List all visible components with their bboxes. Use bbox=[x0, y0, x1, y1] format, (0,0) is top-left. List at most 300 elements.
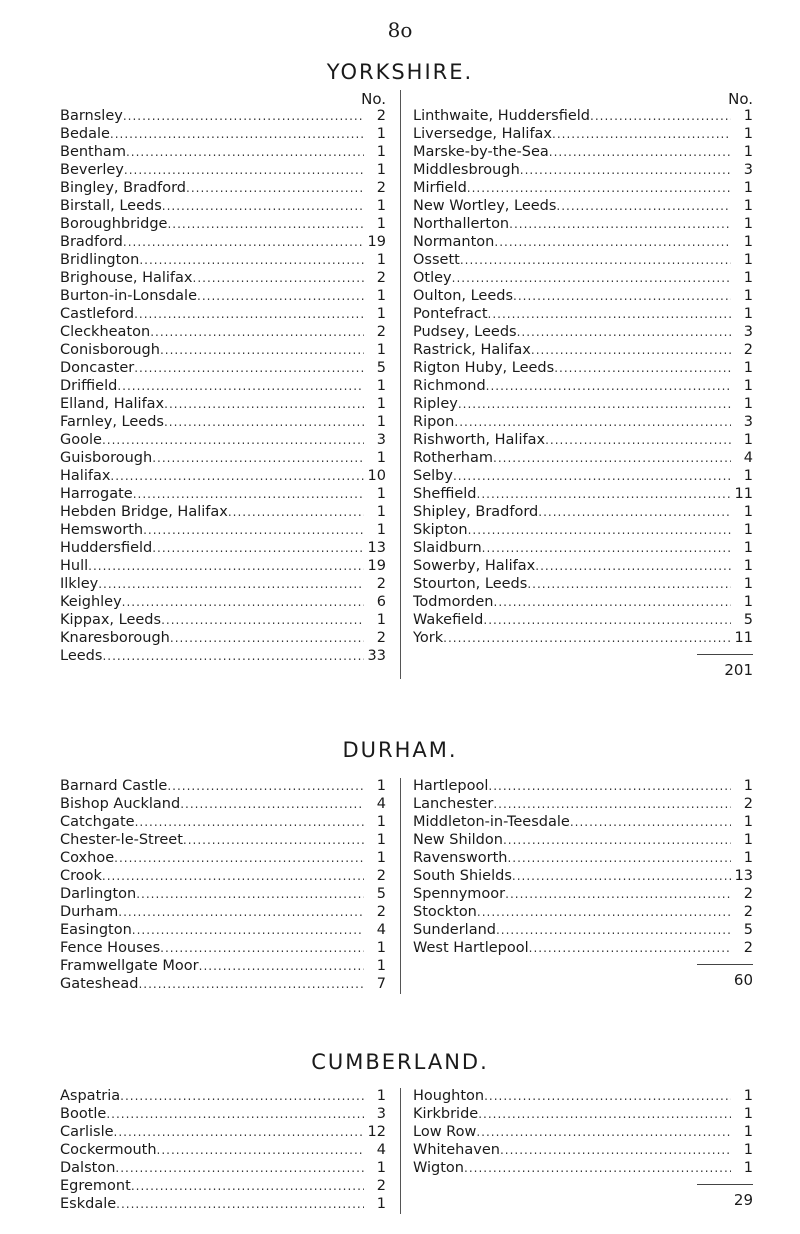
dot-leader bbox=[517, 325, 731, 339]
dot-leader bbox=[132, 923, 364, 937]
count-value: 1 bbox=[743, 814, 753, 830]
dot-leader bbox=[123, 235, 364, 249]
place-name: Richmond bbox=[413, 378, 486, 394]
place-name: Chester-le-Street bbox=[60, 832, 183, 848]
place-name: Crook bbox=[60, 868, 102, 884]
count-value: 3 bbox=[743, 414, 753, 430]
place-name: Oulton, Leeds bbox=[413, 288, 514, 304]
place-name: Bishop Auckland bbox=[60, 796, 181, 812]
dot-leader bbox=[484, 1089, 731, 1103]
count-value: 2 bbox=[376, 270, 386, 286]
list-item bbox=[413, 540, 753, 558]
place-name: Spennymoor bbox=[413, 886, 506, 902]
list-item bbox=[413, 162, 753, 180]
list-item bbox=[60, 778, 400, 796]
place-name: York bbox=[413, 630, 444, 646]
place-name: Pontefract bbox=[413, 306, 488, 322]
place-name: Cleckheaton bbox=[60, 324, 151, 340]
list-item bbox=[413, 180, 753, 198]
count-value: 1 bbox=[743, 270, 753, 286]
count-value: 2 bbox=[376, 180, 386, 196]
list-item bbox=[413, 630, 753, 648]
total-value: 60 bbox=[733, 971, 753, 989]
list-item bbox=[60, 922, 400, 940]
list-item bbox=[60, 108, 400, 126]
dot-leader bbox=[509, 217, 731, 231]
list-item bbox=[413, 940, 753, 958]
dot-leader bbox=[124, 163, 364, 177]
list-item bbox=[413, 486, 753, 504]
list-item bbox=[413, 342, 753, 360]
list-item bbox=[413, 778, 753, 796]
list-item bbox=[60, 126, 400, 144]
list-item bbox=[60, 1196, 400, 1214]
list-item bbox=[60, 432, 400, 450]
dot-leader bbox=[134, 307, 364, 321]
dot-leader bbox=[161, 613, 364, 627]
count-value: 1 bbox=[376, 252, 386, 268]
place-name: Beverley bbox=[60, 162, 124, 178]
dot-leader bbox=[483, 613, 731, 627]
list-item bbox=[60, 594, 400, 612]
count-value: 1 bbox=[743, 522, 753, 538]
list-item bbox=[413, 126, 753, 144]
dot-leader bbox=[554, 361, 731, 375]
place-name: Linthwaite, Huddersfield bbox=[413, 108, 590, 124]
section-durham bbox=[0, 738, 800, 762]
dot-leader bbox=[160, 941, 364, 955]
dot-leader bbox=[443, 631, 731, 645]
count-value: 1 bbox=[743, 432, 753, 448]
list-item bbox=[60, 162, 400, 180]
count-value: 1 bbox=[743, 1088, 753, 1104]
dot-leader bbox=[197, 289, 364, 303]
section-cumberland bbox=[0, 1050, 800, 1074]
count-value: 13 bbox=[734, 868, 753, 884]
dot-leader bbox=[512, 869, 731, 883]
dot-leader bbox=[120, 1089, 364, 1103]
count-value: 12 bbox=[367, 1124, 386, 1140]
count-value: 33 bbox=[367, 648, 386, 664]
count-value: 1 bbox=[743, 252, 753, 268]
total-rule bbox=[697, 964, 753, 965]
count-value: 11 bbox=[734, 630, 753, 646]
dot-leader bbox=[110, 469, 364, 483]
section-title-cumberland: CUMBERLAND. bbox=[311, 1050, 489, 1074]
place-name: Ripley bbox=[413, 396, 458, 412]
dot-leader bbox=[162, 199, 364, 213]
count-value: 1 bbox=[376, 216, 386, 232]
dot-leader bbox=[88, 559, 364, 573]
cumberland-table bbox=[60, 1088, 753, 1214]
place-name: Leeds bbox=[60, 648, 103, 664]
place-name: Huddersfield bbox=[60, 540, 153, 556]
dot-leader bbox=[157, 1143, 364, 1157]
place-name: Carlisle bbox=[60, 1124, 114, 1140]
dot-leader bbox=[170, 631, 364, 645]
place-name: Cockermouth bbox=[60, 1142, 157, 1158]
cumberland-left-column bbox=[60, 1088, 401, 1214]
list-item bbox=[60, 814, 400, 832]
list-item bbox=[60, 504, 400, 522]
list-item bbox=[60, 216, 400, 234]
count-value: 1 bbox=[376, 414, 386, 430]
place-name: Framwellgate Moor bbox=[60, 958, 199, 974]
dot-leader bbox=[164, 397, 364, 411]
dot-leader bbox=[126, 145, 364, 159]
dot-leader bbox=[507, 851, 731, 865]
place-name: Todmorden bbox=[413, 594, 494, 610]
dot-leader bbox=[133, 487, 364, 501]
list-item bbox=[60, 648, 400, 666]
dot-leader bbox=[513, 289, 731, 303]
list-item bbox=[60, 450, 400, 468]
count-value: 1 bbox=[376, 958, 386, 974]
list-item bbox=[413, 270, 753, 288]
place-name: Shipley, Bradford bbox=[413, 504, 539, 520]
dot-leader bbox=[520, 163, 731, 177]
list-item bbox=[60, 378, 400, 396]
list-item bbox=[60, 630, 400, 648]
place-name: Guisborough bbox=[60, 450, 153, 466]
no-column-header: No. bbox=[728, 90, 753, 108]
list-item bbox=[413, 450, 753, 468]
place-name: South Shields bbox=[413, 868, 512, 884]
place-name: Bridlington bbox=[60, 252, 140, 268]
dot-leader bbox=[488, 307, 731, 321]
place-name: Hemsworth bbox=[60, 522, 144, 538]
dot-leader bbox=[183, 833, 364, 847]
list-item bbox=[60, 904, 400, 922]
place-name: Sheffield bbox=[413, 486, 477, 502]
dot-leader bbox=[453, 469, 731, 483]
list-item bbox=[413, 288, 753, 306]
place-name: Elland, Halifax bbox=[60, 396, 165, 412]
place-name: Ilkley bbox=[60, 576, 99, 592]
place-name: Hull bbox=[60, 558, 89, 574]
count-value: 1 bbox=[743, 378, 753, 394]
list-item bbox=[60, 612, 400, 630]
list-item bbox=[413, 216, 753, 234]
count-value: 1 bbox=[376, 1160, 386, 1176]
list-item bbox=[60, 832, 400, 850]
dot-leader bbox=[505, 887, 731, 901]
count-value: 1 bbox=[376, 814, 386, 830]
count-value: 2 bbox=[743, 940, 753, 956]
count-value: 1 bbox=[743, 180, 753, 196]
list-item bbox=[413, 108, 753, 126]
place-name: Normanton bbox=[413, 234, 495, 250]
dot-leader bbox=[186, 181, 364, 195]
dot-leader bbox=[102, 869, 364, 883]
dot-leader bbox=[476, 1125, 731, 1139]
dot-leader bbox=[482, 541, 731, 555]
count-value: 2 bbox=[743, 904, 753, 920]
count-value: 1 bbox=[376, 342, 386, 358]
place-name: Middleton-in-Teesdale bbox=[413, 814, 570, 830]
place-name: Bradford bbox=[60, 234, 123, 250]
place-name: Durham bbox=[60, 904, 119, 920]
place-name: Stourton, Leeds bbox=[413, 576, 528, 592]
count-value: 1 bbox=[376, 144, 386, 160]
list-item bbox=[60, 360, 400, 378]
place-name: Catchgate bbox=[60, 814, 135, 830]
list-item bbox=[60, 1178, 400, 1196]
list-item bbox=[413, 1088, 753, 1106]
list-item bbox=[413, 594, 753, 612]
count-value: 2 bbox=[376, 630, 386, 646]
place-name: Marske-by-the-Sea bbox=[413, 144, 549, 160]
dot-leader bbox=[150, 325, 364, 339]
dot-leader bbox=[467, 181, 731, 195]
list-item bbox=[413, 832, 753, 850]
list-item bbox=[60, 850, 400, 868]
place-name: Selby bbox=[413, 468, 453, 484]
list-item bbox=[60, 558, 400, 576]
place-name: Houghton bbox=[413, 1088, 485, 1104]
list-item bbox=[413, 504, 753, 522]
place-name: Easington bbox=[60, 922, 132, 938]
dot-leader bbox=[545, 433, 731, 447]
list-item bbox=[60, 796, 400, 814]
dot-leader bbox=[552, 127, 731, 141]
count-value: 1 bbox=[743, 216, 753, 232]
list-item bbox=[60, 180, 400, 198]
list-item bbox=[60, 868, 400, 886]
count-value: 1 bbox=[743, 594, 753, 610]
place-name: Barnsley bbox=[60, 108, 123, 124]
place-name: Ossett bbox=[413, 252, 460, 268]
count-value: 1 bbox=[743, 396, 753, 412]
count-value: 4 bbox=[376, 922, 386, 938]
list-item bbox=[413, 558, 753, 576]
dot-leader bbox=[135, 815, 364, 829]
count-value: 1 bbox=[376, 832, 386, 848]
place-name: Egremont bbox=[60, 1178, 131, 1194]
count-value: 1 bbox=[376, 522, 386, 538]
place-name: Slaidburn bbox=[413, 540, 482, 556]
dot-leader bbox=[136, 887, 364, 901]
count-value: 2 bbox=[743, 796, 753, 812]
place-name: Bentham bbox=[60, 144, 126, 160]
count-value: 1 bbox=[743, 504, 753, 520]
place-name: Harrogate bbox=[60, 486, 133, 502]
place-name: Darlington bbox=[60, 886, 137, 902]
dot-leader bbox=[114, 1125, 364, 1139]
count-value: 1 bbox=[743, 126, 753, 142]
page-number: 8o bbox=[387, 18, 413, 42]
place-name: Rastrick, Halifax bbox=[413, 342, 531, 358]
count-value: 1 bbox=[743, 1142, 753, 1158]
place-name: Kippax, Leeds bbox=[60, 612, 162, 628]
list-item bbox=[60, 1124, 400, 1142]
dot-leader bbox=[488, 779, 731, 793]
durham-table bbox=[60, 778, 753, 994]
dot-leader bbox=[590, 109, 731, 123]
dot-leader bbox=[117, 379, 364, 393]
list-item bbox=[413, 144, 753, 162]
dot-leader bbox=[535, 559, 731, 573]
list-item bbox=[60, 396, 400, 414]
list-item bbox=[413, 1106, 753, 1124]
place-name: Ravensworth bbox=[413, 850, 508, 866]
list-item bbox=[413, 922, 753, 940]
dot-leader bbox=[164, 415, 364, 429]
dot-leader bbox=[500, 1143, 731, 1157]
list-item bbox=[60, 886, 400, 904]
place-name: Liversedge, Halifax bbox=[413, 126, 553, 142]
count-value: 1 bbox=[743, 778, 753, 794]
dot-leader bbox=[199, 959, 364, 973]
place-name: Castleford bbox=[60, 306, 135, 322]
count-value: 5 bbox=[743, 922, 753, 938]
list-item bbox=[413, 234, 753, 252]
place-name: Ripon bbox=[413, 414, 455, 430]
count-value: 1 bbox=[376, 940, 386, 956]
count-value: 13 bbox=[367, 540, 386, 556]
count-value: 1 bbox=[376, 198, 386, 214]
count-value: 1 bbox=[743, 850, 753, 866]
list-item bbox=[60, 1088, 400, 1106]
dot-leader bbox=[118, 905, 364, 919]
list-item bbox=[60, 288, 400, 306]
list-item bbox=[60, 252, 400, 270]
yorkshire-table bbox=[60, 90, 753, 679]
list-item bbox=[60, 468, 400, 486]
place-name: Fence Houses bbox=[60, 940, 161, 956]
dot-leader bbox=[102, 649, 364, 663]
list-item bbox=[413, 198, 753, 216]
place-name: Northallerton bbox=[413, 216, 510, 232]
count-value: 5 bbox=[743, 612, 753, 628]
list-item bbox=[60, 234, 400, 252]
dot-leader bbox=[228, 505, 364, 519]
place-name: Mirfield bbox=[413, 180, 467, 196]
count-value: 1 bbox=[743, 576, 753, 592]
dot-leader bbox=[152, 451, 364, 465]
place-name: Low Row bbox=[413, 1124, 477, 1140]
list-item bbox=[413, 904, 753, 922]
place-name: Lanchester bbox=[413, 796, 494, 812]
place-name: Barnard Castle bbox=[60, 778, 168, 794]
dot-leader bbox=[477, 487, 732, 501]
count-value: 3 bbox=[376, 1106, 386, 1122]
count-value: 1 bbox=[376, 162, 386, 178]
count-value: 1 bbox=[743, 1106, 753, 1122]
list-item bbox=[60, 976, 400, 994]
dot-leader bbox=[134, 361, 364, 375]
dot-leader bbox=[529, 941, 731, 955]
list-item bbox=[413, 252, 753, 270]
section-title-yorkshire: YORKSHIRE. bbox=[326, 60, 474, 84]
dot-leader bbox=[123, 109, 364, 123]
dot-leader bbox=[486, 379, 731, 393]
count-value: 1 bbox=[376, 396, 386, 412]
dot-leader bbox=[549, 145, 731, 159]
list-item bbox=[60, 522, 400, 540]
place-name: West Hartlepool bbox=[413, 940, 529, 956]
place-name: Hebden Bridge, Halifax bbox=[60, 504, 228, 520]
place-name: Wakefield bbox=[413, 612, 484, 628]
count-value: 2 bbox=[376, 108, 386, 124]
count-value: 1 bbox=[376, 778, 386, 794]
count-value: 2 bbox=[376, 904, 386, 920]
durham-left-column bbox=[60, 778, 401, 994]
place-name: Aspatria bbox=[60, 1088, 121, 1104]
dot-leader bbox=[454, 415, 731, 429]
count-value: 1 bbox=[376, 126, 386, 142]
count-value: 19 bbox=[367, 558, 386, 574]
count-value: 4 bbox=[743, 450, 753, 466]
dot-leader bbox=[102, 433, 364, 447]
count-value: 1 bbox=[743, 144, 753, 160]
dot-leader bbox=[478, 1107, 731, 1121]
list-item bbox=[60, 324, 400, 342]
list-item bbox=[60, 270, 400, 288]
total-rule bbox=[697, 1184, 753, 1185]
count-value: 1 bbox=[743, 558, 753, 574]
list-item bbox=[413, 414, 753, 432]
list-item bbox=[413, 468, 753, 486]
dot-leader bbox=[477, 905, 731, 919]
dot-leader bbox=[464, 1161, 731, 1175]
place-name: Pudsey, Leeds bbox=[413, 324, 517, 340]
dot-leader bbox=[538, 505, 731, 519]
list-item bbox=[413, 306, 753, 324]
place-name: Rigton Huby, Leeds bbox=[413, 360, 555, 376]
count-value: 2 bbox=[376, 324, 386, 340]
place-name: Driffield bbox=[60, 378, 118, 394]
list-item bbox=[413, 1124, 753, 1142]
place-name: Doncaster bbox=[60, 360, 135, 376]
count-value: 1 bbox=[376, 1196, 386, 1212]
dot-leader bbox=[139, 253, 364, 267]
count-value: 5 bbox=[376, 886, 386, 902]
list-item bbox=[60, 306, 400, 324]
dot-leader bbox=[143, 523, 364, 537]
place-name: Rishworth, Halifax bbox=[413, 432, 546, 448]
dot-leader bbox=[458, 397, 731, 411]
place-name: Birstall, Leeds bbox=[60, 198, 162, 214]
dot-leader bbox=[115, 1161, 364, 1175]
list-item bbox=[413, 814, 753, 832]
count-value: 1 bbox=[376, 504, 386, 520]
place-name: Knaresborough bbox=[60, 630, 170, 646]
list-item bbox=[60, 342, 400, 360]
count-value: 2 bbox=[376, 1178, 386, 1194]
place-name: Conisborough bbox=[60, 342, 160, 358]
dot-leader bbox=[527, 577, 731, 591]
no-column-header: No. bbox=[361, 90, 386, 108]
count-value: 3 bbox=[743, 324, 753, 340]
count-value: 2 bbox=[743, 342, 753, 358]
list-item bbox=[413, 432, 753, 450]
dot-leader bbox=[493, 797, 731, 811]
count-value: 2 bbox=[376, 868, 386, 884]
dot-leader bbox=[570, 815, 731, 829]
place-name: Dalston bbox=[60, 1160, 116, 1176]
count-value: 1 bbox=[376, 378, 386, 394]
place-name: Otley bbox=[413, 270, 452, 286]
place-name: New Wortley, Leeds bbox=[413, 198, 557, 214]
list-item bbox=[413, 868, 753, 886]
place-name: Brighouse, Halifax bbox=[60, 270, 193, 286]
dot-leader bbox=[503, 833, 731, 847]
yorkshire-right-column bbox=[401, 90, 753, 679]
place-name: Stockton bbox=[413, 904, 477, 920]
place-name: Halifax bbox=[60, 468, 111, 484]
place-name: Bingley, Bradford bbox=[60, 180, 187, 196]
